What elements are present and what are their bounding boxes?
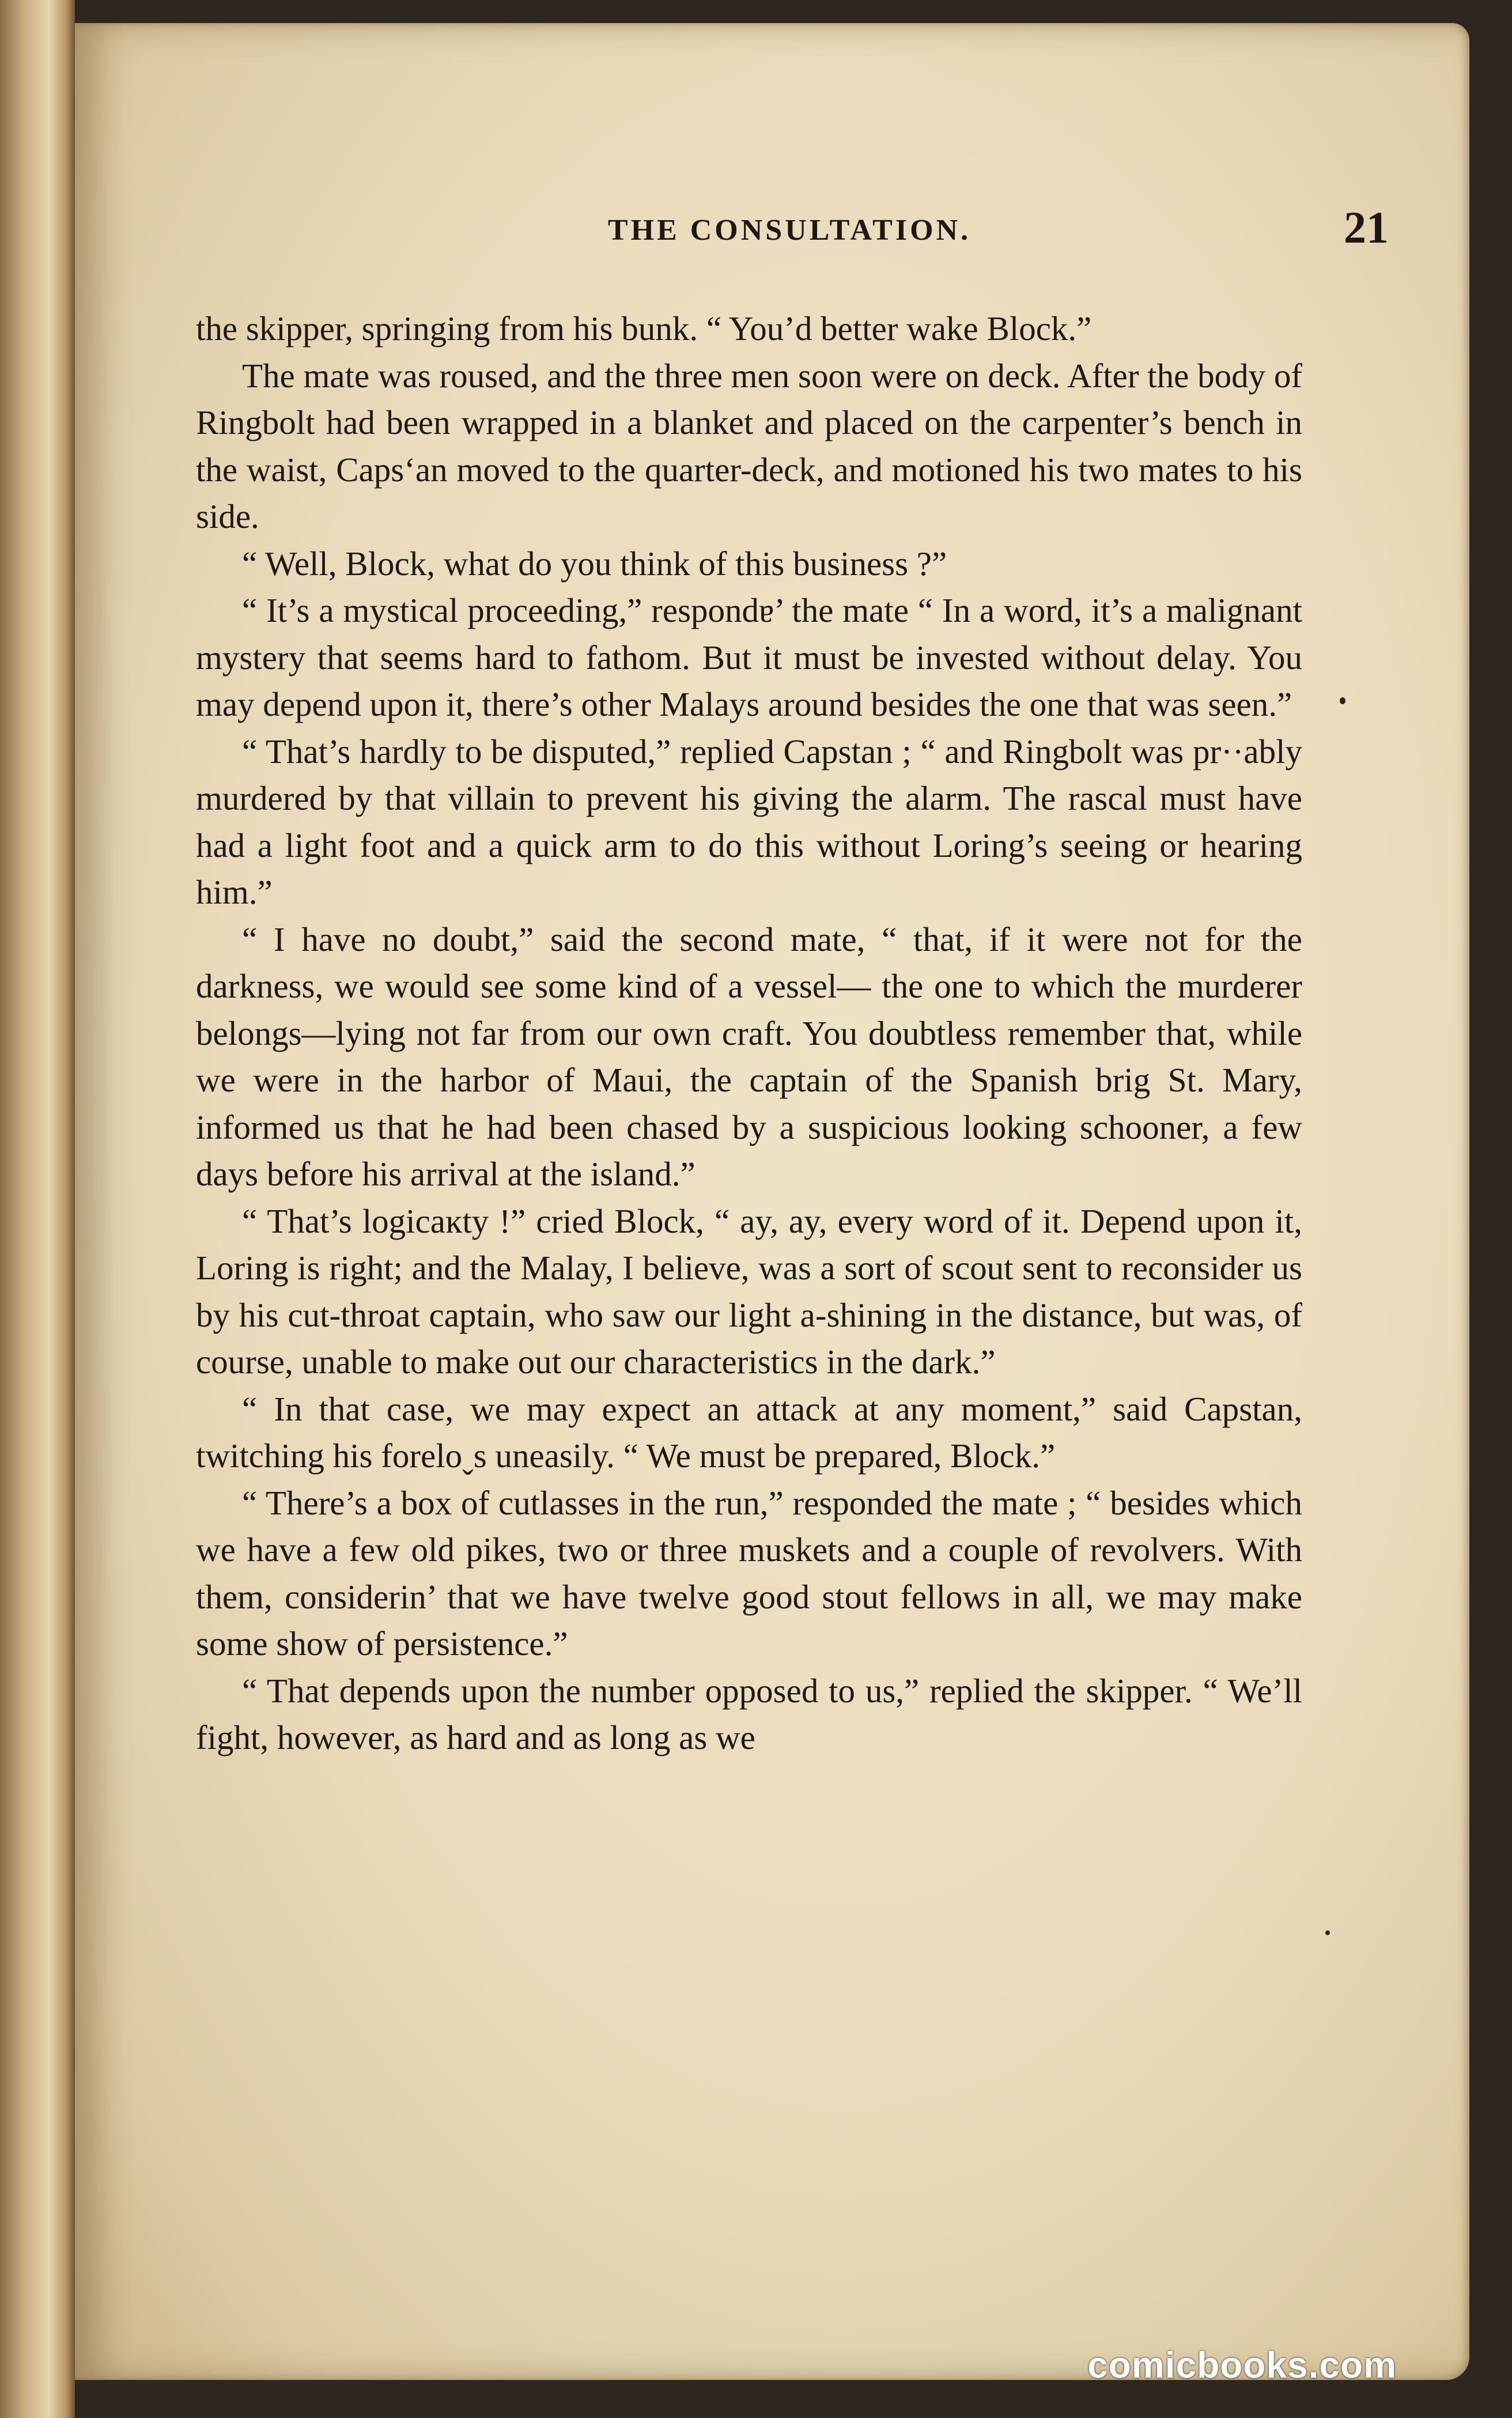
body-text: [196, 305, 1302, 1762]
page-number: 21: [1344, 202, 1389, 252]
paragraph: “ In that case, we may expect an attack at any moment,” said Capstan, twitching his foreloˬs uneasily. “ We must be prepared, Block.”: [196, 1389, 1302, 1475]
paragraph: the skipper, springing from his bunk. “ You’d better wake Block.”: [196, 309, 1092, 347]
watermark: comicbooks.com: [1087, 2344, 1397, 2386]
paragraph: “ Well, Block, what do you think of this business ?”: [242, 544, 947, 583]
paragraph: “ That’s logicaĸty !” cried Block, “ ay, ay, every word of it. Depend upon it, Loring is right; and the Malay, I believe, was a sort of scout sent to reconsider us by his cut-throat captain, who saw our light a-shining in the distance, but was, of course, unable to make out our characteristics in the dark.”: [196, 1202, 1302, 1381]
paragraph: “ I have no doubt,” said the second mate, “ that, if it were not for the darkness, we would see some kind of a vessel— the one to which the murderer belongs—lying not far from our own craft. You doubtless remember that, while we were in the harbor of Maui, the captain of the Spanish brig St. Mary, informed us that he had been chased by a suspicious looking schooner, a few days before his arrival at the island.”: [196, 920, 1302, 1193]
ink-speck: [1340, 697, 1345, 704]
running-head: THE CONSULTATION.: [607, 214, 972, 247]
paragraph: “ That’s hardly to be disputed,” replied Capstan ; “ and Ringbolt was pr··ably murdered by that villain to prevent his giving the alarm. The rascal must have had a light foot and a quick arm to do this without Loring’s seeing or hearing him.”: [196, 732, 1302, 911]
page-header: [190, 202, 1389, 254]
paragraph: “ It’s a mystical proceeding,” respondɐ’ the mate “ In a word, it’s a malignant mystery that seems hard to fathom. But it must be invested without delay. You may depend upon it, there’s other Malays around besides the one that was seen.”: [196, 591, 1302, 723]
paragraph: The mate was roused, and the three men soon were on deck. After the body of Ringbolt had been wrapped in a blanket and placed on the carpenter’s bench in the waist, Caps‘an moved to the quarter-deck, and motioned his two mates to his side.: [196, 356, 1302, 535]
book-page: [75, 23, 1469, 2380]
paragraph: “ There’s a box of cutlasses in the run,” responded the mate ; “ besides which we have a few old pikes, two or three muskets and a couple of revolvers. With them, considerin’ that we have twelve good stout fellows in all, we may make some show of persistence.”: [196, 1483, 1302, 1663]
facing-page-edge: [0, 0, 75, 2418]
ink-speck: [1325, 1930, 1330, 1935]
paragraph: “ That depends upon the number opposed to us,” replied the skipper. “ We’ll fight, however, as hard and as long as we: [196, 1671, 1302, 1756]
